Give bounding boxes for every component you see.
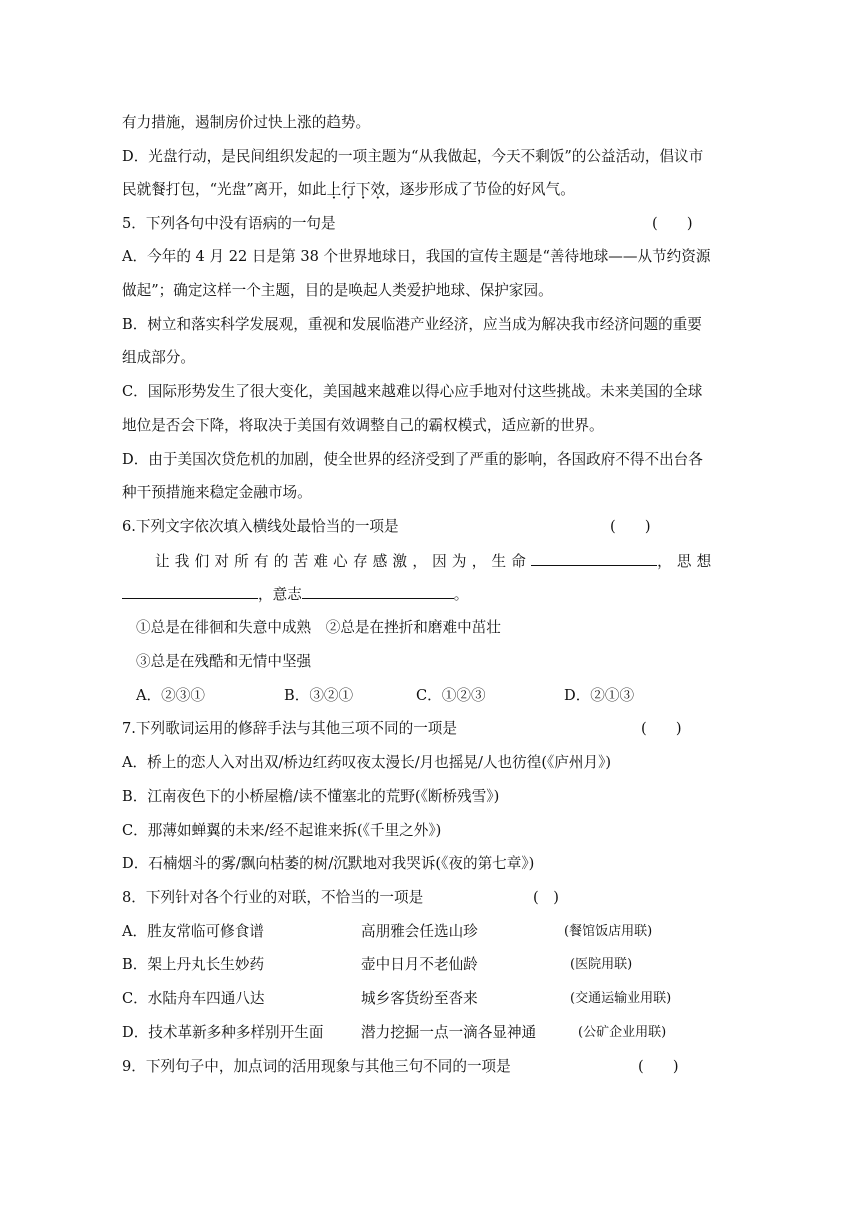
q7-b-text: B．江南夜色下的小桥屋檐/读不懂塞北的荒野( [122,788,421,805]
q6-option-d: D．②①③ [564,687,635,704]
q8-row-b-second: 壶中日月不老仙龄 [361,956,478,973]
q8-row-a-tag: (餐馆饭店用联) [564,924,653,939]
q5-option-d-line2: 种干预措施来稳定金融市场。 [122,484,312,501]
q7-stem: 7.下列歌词运用的修辞手法与其他三项不同的一项是 [122,720,457,737]
song-title: 《庐州月》 [547,754,606,771]
q4-option-d-line2 [122,180,732,200]
dotted-char: 行 [341,181,356,198]
q7-option-c [122,821,732,841]
q5-option-b-line2: 组成部分。 [122,349,195,366]
q5-option-b-line1: B．树立和落实科学发展观，重视和发展临港产业经济，应当成为解决我市经济问题的重要 [122,316,702,333]
close-paren: ) [528,855,535,872]
q8-row-d-first: D．技术革新多种多样别开生面 [122,1024,324,1041]
q6-passage-line1 [155,551,732,572]
q5-stem: 5．下列各句中没有语病的一句是 [122,215,336,232]
q4-d-text-c: ，逐步形成了节俭的好风气。 [385,181,575,198]
q5-option-a-line1: A．今年的 4 月 22 日是第 38 个世界地球日，我国的宣传主题是“善待地球——从节约资源 [122,248,711,265]
q4-continuation: 有力措施，遏制房价过快上涨的趋势。 [122,114,371,131]
q7-a-text: A．桥上的恋人入对出双/桥边红药叹夜太漫长/月也摇晃/人也彷徨( [122,754,548,771]
q6-answer-paren: ( ) [610,518,651,535]
q6-passage-text-a: 让我们对所有的苦难心存感激，因为，生命 [155,553,532,570]
q8-row-c-second: 城乡客货纷至沓来 [361,990,478,1007]
q9-stem: 9．下列句子中，加点词的活用现象与其他三句不同的一项是 [122,1058,511,1075]
q6-passage-line2 [122,584,732,605]
song-title: 《千里之外》 [362,822,436,839]
q8-row-a-first: A．胜友常临可修食谱 [122,923,264,940]
q8-row-d-tag: (公矿企业用联) [578,1025,667,1040]
q7-d-text: D．石楠烟斗的雾/飘向枯萎的树/沉默地对我哭诉( [122,855,442,872]
q7-c-text: C．那薄如蝉翼的未来/经不起谁来拆( [122,822,363,839]
q6-items-1-2: ①总是在徘徊和失意中成熟 ②总是在挫折和磨难中茁壮 [136,619,501,636]
song-title: 《夜的第七章》 [441,855,529,872]
q8-row-c-first: C．水陆舟车四通八达 [122,990,265,1007]
q5-option-c-line1: C．国际形势发生了很大变化，美国越来越难以得心应手地对付这些挑战。未来美国的全球 [122,383,703,400]
dotted-char: 上 [326,181,342,198]
q6-option-b: B．③②① [284,687,354,704]
q6-passage-text-b: ，思想 [657,553,717,570]
q6-option-c: C．①②③ [416,687,486,704]
close-paren: ) [493,788,500,805]
q5-answer-paren: ( ) [652,215,693,232]
q8-row-b-first: B．架上丹丸长生妙药 [122,956,265,973]
q6-passage-text-c: ，意志 [258,586,302,603]
q8-answer-paren: ( ) [533,889,559,906]
q6-stem: 6.下列文字依次填入横线处最恰当的一项是 [122,518,399,535]
q8-row-a-second: 高朋雅会任选山珍 [361,923,478,940]
q8-row-c-tag: (交通运输业用联) [570,991,672,1006]
fill-blank-3[interactable] [302,584,454,599]
close-paren: ) [605,754,612,771]
q7-option-a [122,753,732,773]
fill-blank-2[interactable] [122,584,258,599]
q7-option-d [122,854,732,874]
q5-option-d-line1: D．由于美国次贷危机的加剧，使全世界的经济受到了严重的影响，各国政府不得不出台各 [122,451,703,468]
q8-stem: 8．下列针对各个行业的对联，不恰当的一项是 [122,889,424,906]
q4-d-text-a: 民就餐打包，“光盘”离开，如此 [122,181,327,198]
q5-option-a-line2: 做起”；确定这样一个主题，目的是唤起人类爱护地球、保护家园。 [122,282,553,299]
q8-row-b-tag: (医院用联) [570,957,633,972]
q5-option-c-line2: 地位是否会下降，将取决于美国有效调整自己的霸权模式，适应新的世界。 [122,417,604,434]
q7-answer-paren: ( ) [641,720,682,737]
q4-option-d-line1: D．光盘行动，是民间组织发起的一项主题为“从我做起，今天不剩饭”的公益活动，倡议市 [122,148,704,165]
q9-answer-paren: ( ) [638,1058,679,1075]
fill-blank-1[interactable] [531,551,657,566]
q8-row-d-second: 潜力挖掘一点一滴各显神通 [361,1024,537,1041]
close-paren: ) [435,822,442,839]
song-title: 《断桥残雪》 [420,788,494,805]
q6-passage-text-d: 。 [453,586,469,603]
dotted-char: 下 [355,181,371,198]
dotted-char: 效 [370,181,386,198]
q6-item-3: ③总是在残酷和无情中坚强 [136,653,312,670]
q6-option-a: A．②③① [136,687,205,704]
q7-option-b [122,787,732,807]
